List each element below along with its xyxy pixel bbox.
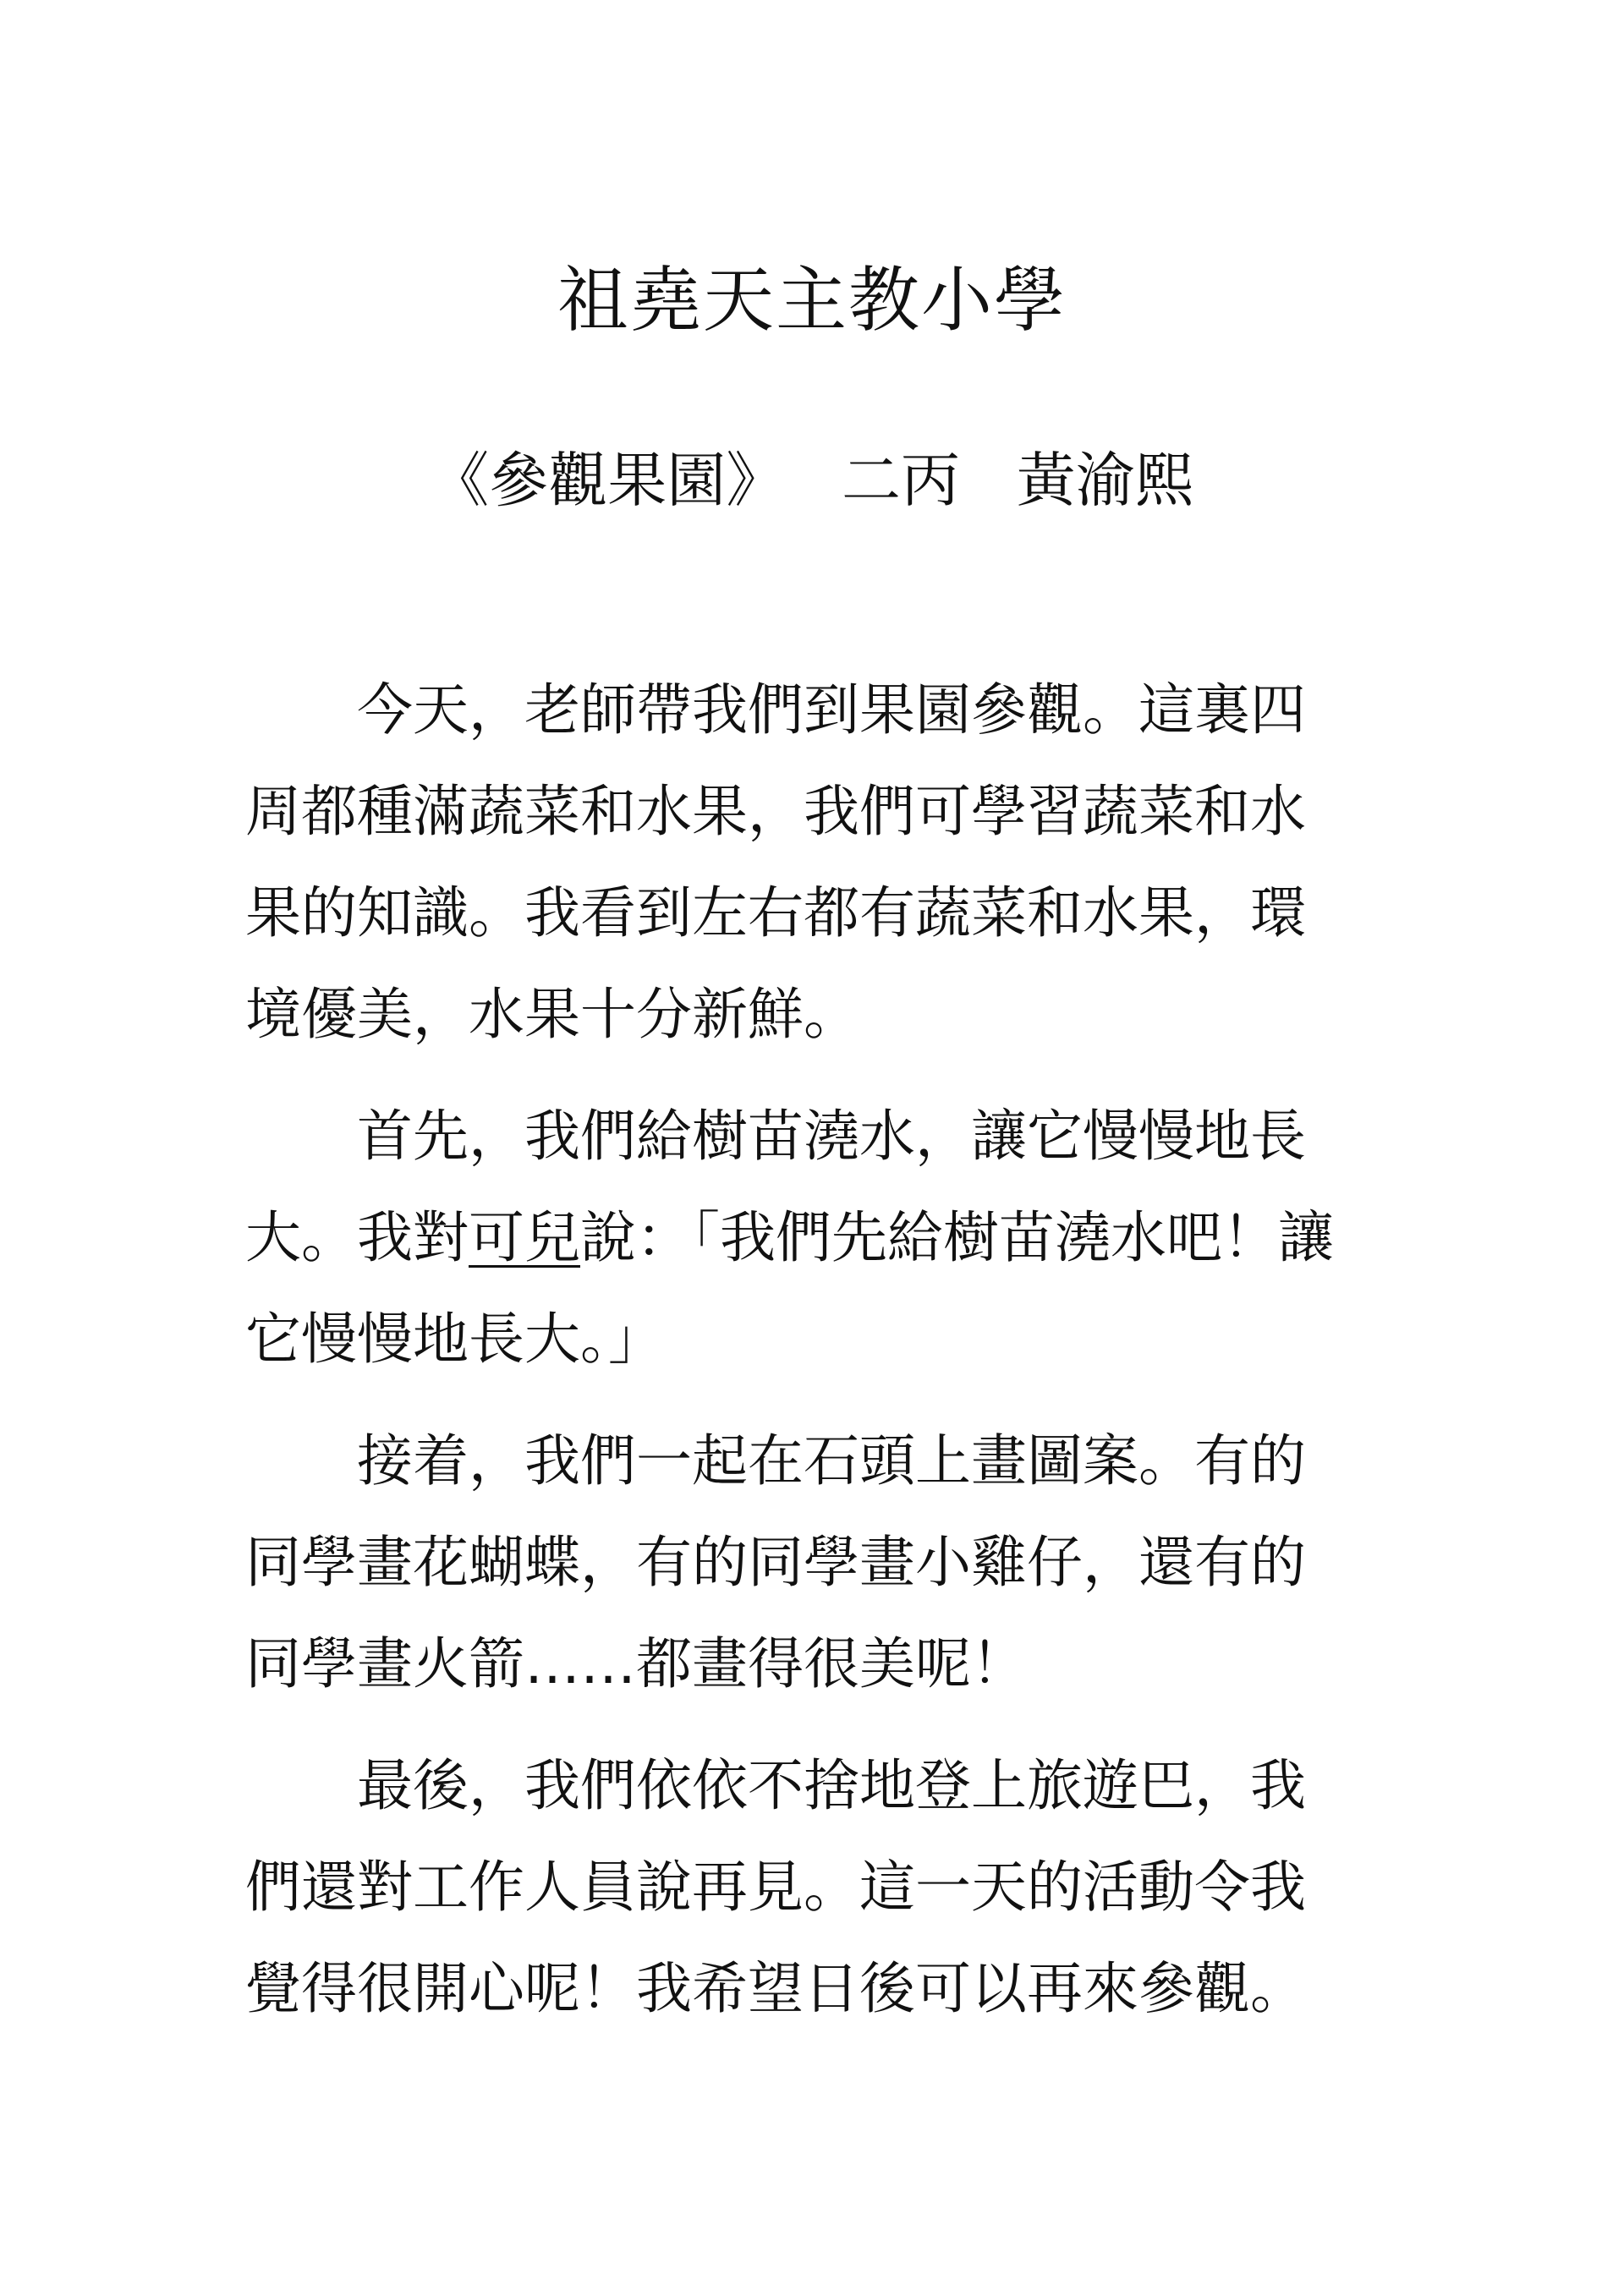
essay-title: 《參觀果園》 <box>430 446 786 515</box>
paragraph-1: 今天，老師帶我們到果園參觀。這裏四周都種滿蔬菜和水果，我們可學習蔬菜和水果的知識。我看到左右都有蔬菜和水果，環境優美，水果十分新鮮。 <box>245 677 1306 1047</box>
essay-subtitle <box>0 440 1624 521</box>
paragraph-2-before: 首先，我們給樹苗澆水，讓它慢慢地長大。我對 <box>245 1104 1306 1270</box>
underlined-name: 可兒 <box>469 1205 580 1270</box>
paragraph-3: 接着，我們一起在石頭上畫圖案。有的同學畫花蝴蝶，有的同學畫小雞仔，還有的同學畫火箭……都畫得很美呢！ <box>245 1428 1306 1696</box>
paragraph-2 <box>245 1086 1353 1390</box>
school-name-heading: 祖堯天主教小學 <box>557 259 1067 342</box>
class-name: 二丙 <box>842 446 960 515</box>
paragraph-4: 最後，我們依依不捨地登上旅遊巴，我們還對工作人員說再見。這一天的活動令我覺得很開心呢！我希望日後可以再來參觀。 <box>245 1753 1306 2021</box>
paragraph-2-after: 說：「我們先給樹苗澆水吧！讓它慢慢地長大。」 <box>245 1205 1334 1372</box>
essay-body <box>245 660 1353 2040</box>
student-name: 黃渝熙 <box>1016 446 1194 515</box>
